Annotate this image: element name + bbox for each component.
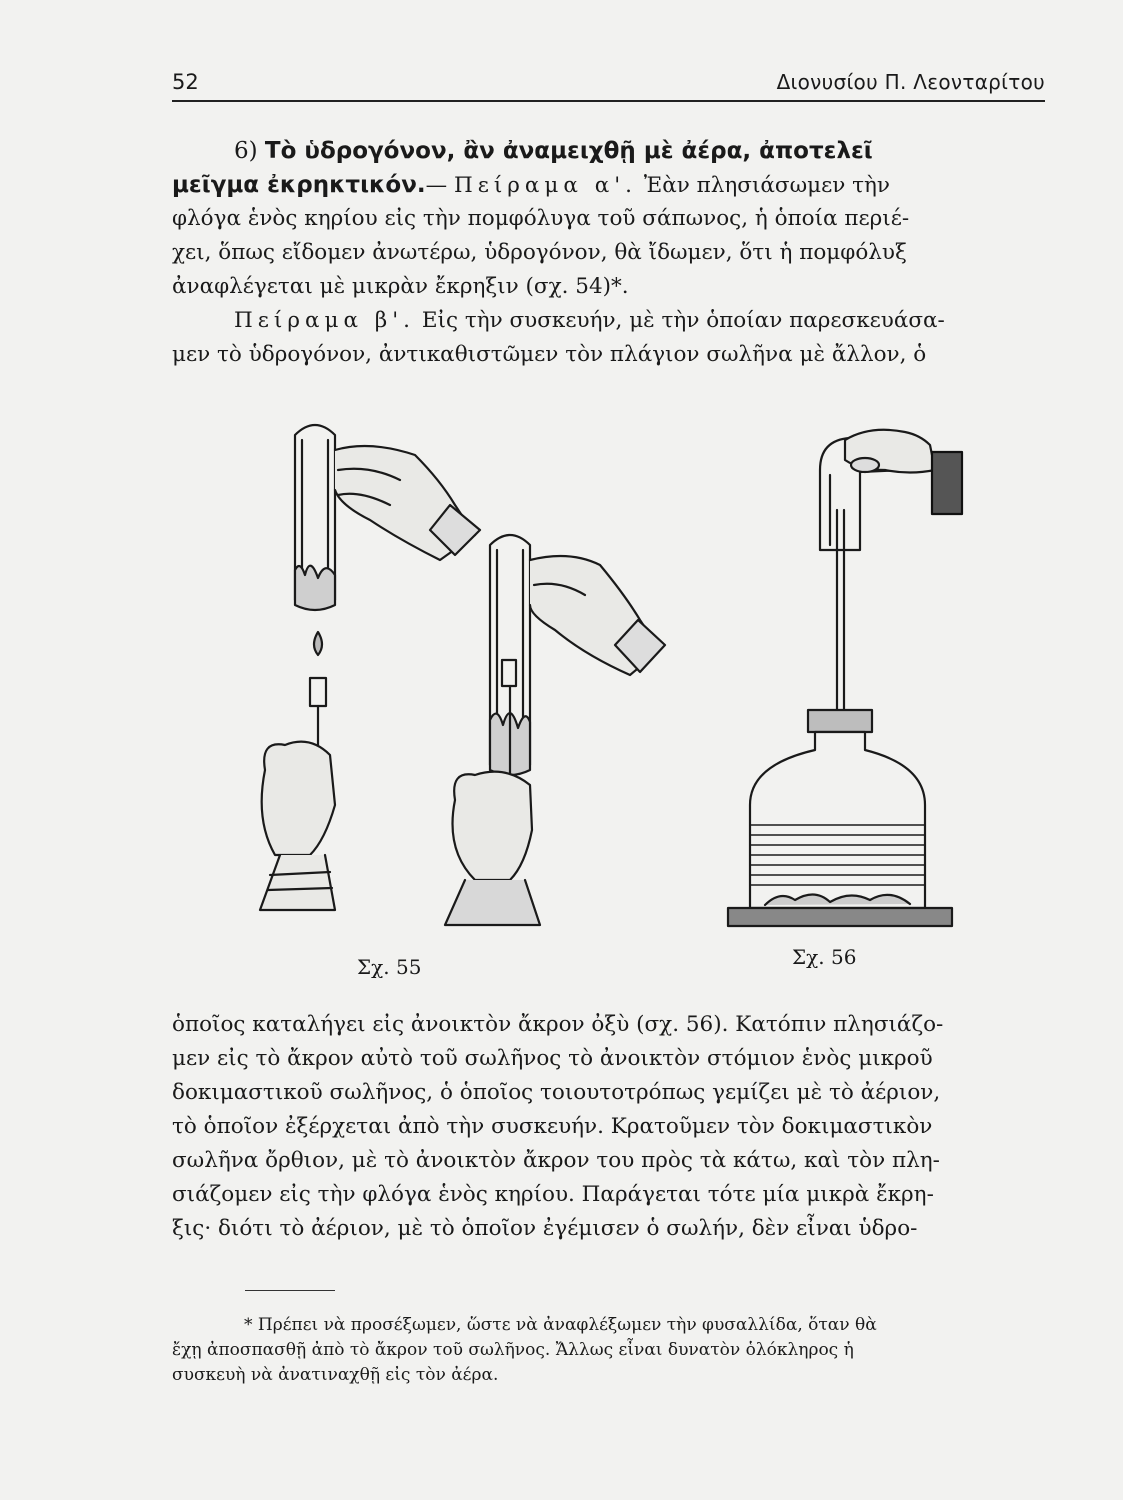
text-line: τὸ ὁποῖον ἐξέρχεται ἀπὸ τὴν συσκευήν. Κρατοῦμεν τὸν δοκιμαστικὸν [172, 1114, 933, 1139]
figure-55-illustration [240, 410, 680, 945]
figure-55-caption: Σχ. 55 [357, 955, 422, 979]
text-line: μεν τὸ ὑδρογόνον, ἀντικαθιστῶμεν τὸν πλάγιον σωλῆνα μὲ ἄλλον, ὁ [172, 342, 927, 367]
text-line: ὁποῖος καταλήγει εἰς ἀνοικτὸν ἄκρον ὀξὺ (σχ. 56). Κατόπιν πλησιάζο- [172, 1012, 944, 1037]
section-number: 6) [234, 138, 258, 164]
running-title: Διονυσίου Π. Λεονταρίτου [776, 70, 1045, 94]
text-line: Εἰς τὴν συσκευήν, μὲ τὴν ὁποίαν παρεσκευάσα- [421, 308, 945, 333]
footnote-line: ἔχῃ ἀποσπασθῇ ἀπὸ τὸ ἄκρον τοῦ σωλῆνος. Ἄλλως εἶναι δυνατὸν ὁλόκληρος ἡ [172, 1340, 854, 1360]
text-line: μεν εἰς τὸ ἄκρον αὐτὸ τοῦ σωλῆνος τὸ ἀνοικτὸν στόμιον ἑνὸς μικροῦ [172, 1046, 933, 1071]
figure-56-caption: Σχ. 56 [792, 945, 857, 969]
section-heading-part2: μεῖγμα ἐκρηκτικόν. [172, 172, 426, 198]
text-line: Ἐὰν πλησιάσωμεν τὴν [643, 173, 890, 198]
experiment-a-label: Πείραμα α'. [453, 173, 638, 198]
header-rule [172, 100, 1045, 102]
footnote-rule [245, 1290, 335, 1291]
footnote [172, 1313, 1057, 1388]
section-6-paragraph: 6) Τὸ ὑδρογόνον, ἂν ἀναμειχθῇ μὲ ἀέρα, ἀποτελεῖ μεῖγμα ἐκρηκτικόν.— Πείραμα α'. Ἐὰν πλησιάσωμεν τὴν φλόγα ἑνὸς κηρίου εἰς τὴν πομφόλυγα τοῦ σάπωνος, ἡ ὁποία περιέ- χει, ὅπως εἴδομεν ἀνωτέρω, ὑδρογόνον, θὰ ἴδωμεν, ὅτι ἡ πομφόλυξ ἀναφλέγεται μὲ μικρὰν ἔκρηξιν (σχ. 54)*. Πείραμα β'. Εἰς τὴν συσκευήν, μὲ τὴν ὁποίαν παρεσκευάσα- μεν τὸ ὑδρογόνον, ἀντικαθιστῶμεν τὸν πλάγιον σωλῆνα μὲ ἄλλον, ὁ [172, 134, 1045, 372]
text-line: φλόγα ἑνὸς κηρίου εἰς τὴν πομφόλυγα τοῦ σάπωνος, ἡ ὁποία περιέ- [172, 206, 910, 231]
text-line: σωλῆνα ὄρθιον, μὲ τὸ ἀνοικτὸν ἄκρον του πρὸς τὰ κάτω, καὶ τὸν πλη- [172, 1148, 940, 1173]
page-number: 52 [172, 70, 199, 94]
text-line: ξις· διότι τὸ ἀέριον, μὲ τὸ ὁποῖον ἐγέμισεν ὁ σωλήν, δὲν εἶναι ὑδρο- [172, 1216, 918, 1241]
text-line: χει, ὅπως εἴδομεν ἀνωτέρω, ὑδρογόνον, θὰ ἴδωμεν, ὅτι ἡ πομφόλυξ [172, 240, 907, 265]
continuation-paragraph [172, 1008, 1045, 1246]
experiment-b-label: Πείραμα β'. [234, 308, 415, 333]
figure-56-illustration [720, 420, 980, 940]
text-line: δοκιμαστικοῦ σωλῆνος, ὁ ὁποῖος τοιουτοτρόπως γεμίζει μὲ τὸ ἀέριον, [172, 1080, 941, 1105]
text-line: σιάζομεν εἰς τὴν φλόγα ἑνὸς κηρίου. Παράγεται τότε μία μικρὰ ἔκρη- [172, 1182, 934, 1207]
section-heading-part1: Τὸ ὑδρογόνον, ἂν ἀναμειχθῇ μὲ ἀέρα, ἀποτελεῖ [264, 138, 873, 164]
page-header [172, 66, 1045, 100]
footnote-line: συσκευὴ νὰ ἀνατιναχθῇ εἰς τὸν ἀέρα. [172, 1365, 499, 1385]
footnote-line: * Πρέπει νὰ προσέξωμεν, ὥστε νὰ ἀναφλέξωμεν τὴν φυσαλλίδα, ὅταν θὰ [244, 1315, 877, 1335]
text-line: ἀναφλέγεται μὲ μικρὰν ἔκρηξιν (σχ. 54)*. [172, 274, 629, 299]
